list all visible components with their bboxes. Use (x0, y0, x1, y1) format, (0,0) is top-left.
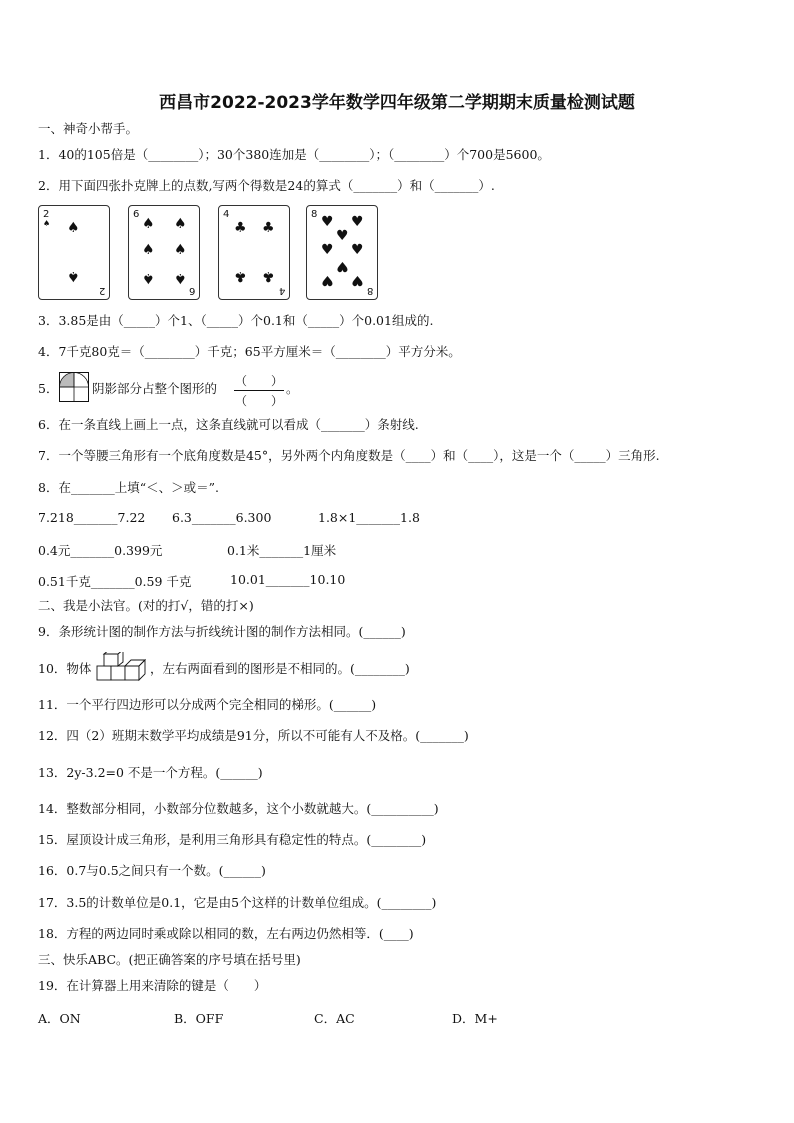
compare-item: 0.1米_______1厘米 (227, 543, 337, 558)
heart-icon: ♥ (351, 242, 364, 258)
heart-icon: ♥ (321, 242, 334, 258)
question-4: 4．7千克80克＝（________）千克；65平方厘米＝（________）平方分米。 (38, 344, 461, 359)
question-16: 16．0.7与0.5之间只有一个数。(______) (38, 863, 266, 878)
card-4-clubs (218, 205, 290, 300)
playing-cards (38, 205, 383, 300)
compare-item: 10.01_______10.10 (230, 572, 346, 587)
option-b: B．OFF (174, 1011, 224, 1026)
option-c: C．AC (314, 1011, 355, 1026)
card-rank: 8 (366, 285, 373, 296)
question-12: 12．四（2）班期末数学平均成绩是91分，所以不可能有人不及格。(_______) (38, 728, 469, 743)
fraction-bar (234, 390, 284, 391)
question-9: 9．条形统计图的制作方法与折线统计图的制作方法相同。(______) (38, 624, 406, 639)
question-5-end: 。 (286, 381, 299, 396)
compare-item: 6.3_______6.300 (172, 510, 272, 525)
shaded-square-figure (59, 372, 89, 402)
heart-icon: ♥ (336, 258, 349, 274)
answer-fraction (234, 372, 284, 409)
card-rank: 8 (311, 209, 318, 220)
question-11: 11．一个平行四边形可以分成两个完全相同的梯形。(______) (38, 697, 377, 712)
question-8: 8．在_______上填“＜、＞或＝”. (38, 480, 219, 495)
card-rank: 2 (43, 209, 50, 220)
spade-icon: ♠ (67, 268, 80, 284)
club-icon: ♣ (262, 220, 275, 236)
heart-icon: ♥ (351, 272, 364, 288)
club-icon: ♣ (262, 268, 275, 284)
card-rank: 4 (278, 285, 285, 296)
card-2-spades (38, 205, 110, 300)
section-2-heading: 二、我是小法官。(对的打√，错的打×) (38, 598, 254, 613)
question-14: 14．整数部分相同，小数部分位数越多，这个小数就越大。(__________) (38, 801, 439, 816)
heart-icon: ♥ (321, 272, 334, 288)
spade-icon: ♠ (174, 216, 187, 232)
cube-stack-figure (95, 652, 150, 684)
heart-icon: ♥ (351, 214, 364, 230)
spade-icon: ♠ (174, 270, 187, 286)
spade-icon: ♠ (142, 216, 155, 232)
option-a: A．ON (38, 1011, 81, 1026)
card-rank: 4 (223, 209, 230, 220)
question-6: 6．在一条直线上画上一点，这条直线就可以看成（_______）条射线. (38, 417, 419, 432)
question-5-number: 5． (38, 381, 59, 396)
card-6-spades (128, 205, 200, 300)
compare-item: 0.51千克_______0.59 千克 (38, 574, 192, 589)
question-19: 19．在计算器上用来清除的键是（ ） (38, 978, 267, 993)
club-icon: ♣ (234, 268, 247, 284)
card-rank: 6 (133, 209, 140, 220)
question-10-end: ，左右两面看到的图形是不相同的。(________) (150, 661, 410, 676)
section-3-heading: 三、快乐ABC。(把正确答案的序号填在括号里) (38, 952, 301, 967)
spade-icon: ♠ (174, 242, 187, 258)
page-title: 西昌市2022-2023学年数学四年级第二学期期末质量检测试题 (159, 93, 635, 113)
card-rank: 2 (98, 285, 105, 296)
heart-icon: ♥ (336, 228, 349, 244)
spade-icon: ♠ (142, 242, 155, 258)
compare-item: 0.4元_______0.399元 (38, 543, 163, 558)
fraction-numerator: （ ） (234, 374, 283, 388)
fraction-denominator: （ ） (234, 394, 283, 408)
question-13: 13．2y-3.2=0 不是一个方程。(______) (38, 765, 263, 780)
question-7: 7．一个等腰三角形有一个底角度数是45°，另外两个内角度数是（____）和（____），这是一个（_____）三角形. (38, 448, 660, 463)
card-8-hearts (306, 205, 378, 300)
heart-icon: ♥ (321, 214, 334, 230)
question-17: 17．3.5的计数单位是0.1，它是由5个这样的计数单位组成。(________) (38, 895, 437, 910)
spade-icon: ♠ (67, 220, 80, 236)
question-10-start: 10．物体 (38, 661, 92, 676)
question-5-text: 阴影部分占整个图形的 (92, 381, 218, 396)
question-2: 2．用下面四张扑克牌上的点数,写两个得数是24的算式（_______）和（_______）. (38, 178, 495, 193)
compare-item: 7.218_______7.22 (38, 510, 146, 525)
question-18: 18．方程的两边同时乘或除以相同的数，左右两边仍然相等．(____) (38, 926, 414, 941)
question-15: 15．屋顶设计成三角形，是利用三角形具有稳定性的特点。(________) (38, 832, 427, 847)
spade-icon: ♠ (142, 270, 155, 286)
question-3: 3．3.85是由（_____）个1、（_____）个0.1和（_____）个0.01组成的. (38, 313, 434, 328)
spade-icon: ♠ (43, 219, 51, 228)
club-icon: ♣ (234, 220, 247, 236)
compare-item: 1.8×1_______1.8 (318, 510, 420, 525)
section-1-heading: 一、神奇小帮手。 (38, 121, 139, 136)
question-1: 1．40的105倍是（________）；30个380连加是（________）；（________）个700是5600。 (38, 147, 550, 162)
card-rank: 6 (188, 285, 195, 296)
option-d: D．M+ (452, 1011, 498, 1026)
